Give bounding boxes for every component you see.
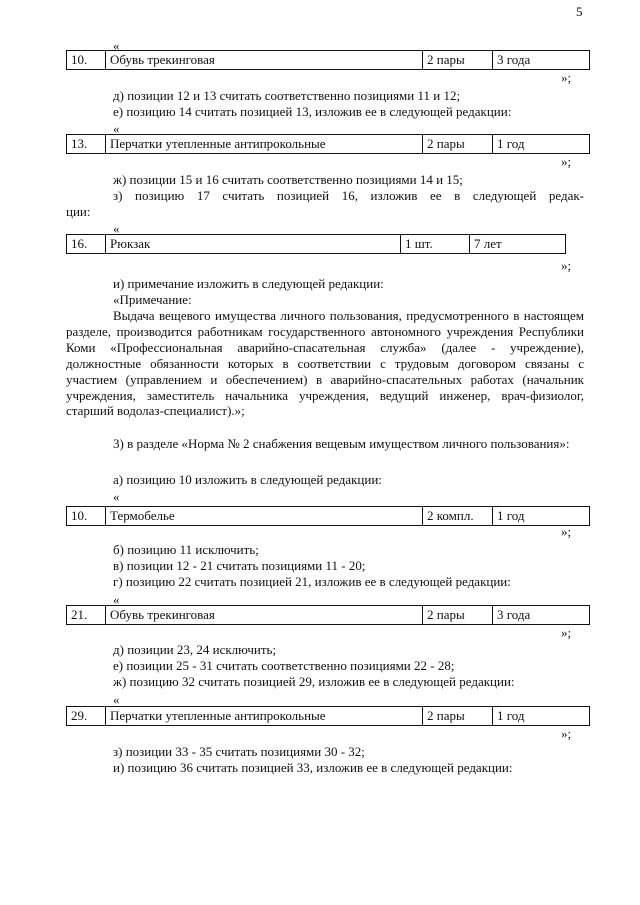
note-title: «Примечание: (113, 292, 192, 307)
item-quantity: 2 пары (423, 135, 493, 154)
quote-open: « (113, 592, 120, 607)
quote-close: »; (561, 258, 572, 273)
amendment-line: а) позицию 10 изложить в следующей редакции: (113, 472, 382, 487)
table-row (66, 506, 590, 526)
position-number: 10. (67, 51, 106, 70)
section-3-paragraph (66, 436, 584, 452)
amendment-line: г) позицию 22 считать позицией 21, изложив ее в следующей редакции: (113, 574, 511, 589)
item-name: Термобелье (106, 507, 423, 526)
note-text: Выдача вещевого имущества личного пользования, предусмотренного в настоящем разделе, производится работникам государственного автономного учреждения Республики Коми «Профессиональная аварийно-спасательная служба» (далее - учреждение), должностные обязанности которых в соответствии с трудовым договором связаны с участием (управлением и обеспечением) в аварийно-спасательных работах (начальник учреждения, заместитель начальника учреждения, ведущий инженер, врач-физиолог, старший водолаз-специалист).»; (66, 308, 584, 419)
item-term: 1 год (493, 507, 590, 526)
quote-close: »; (561, 625, 572, 640)
position-number: 21. (67, 606, 106, 625)
item-term: 3 года (493, 606, 590, 625)
table-row (66, 605, 590, 625)
item-name: Обувь трекинговая (106, 51, 423, 70)
amendment-line: и) примечание изложить в следующей редакции: (113, 276, 384, 291)
position-number: 29. (67, 707, 106, 726)
quote-open: « (113, 692, 120, 707)
item-term: 3 года (493, 51, 590, 70)
position-number: 13. (67, 135, 106, 154)
section-3-text: 3) в разделе «Норма № 2 снабжения вещевым имуществом личного пользования»: (113, 436, 570, 451)
amendment-line: и) позицию 36 считать позицией 33, изложив ее в следующей редакции: (113, 760, 513, 775)
quote-open: « (113, 38, 120, 53)
quote-close: »; (561, 726, 572, 741)
item-name: Обувь трекинговая (106, 606, 423, 625)
quote-close: »; (561, 524, 572, 539)
item-quantity: 2 пары (423, 707, 493, 726)
page-number: 5 (576, 4, 583, 19)
amendment-line: ж) позиции 15 и 16 считать соответственно позициями 14 и 15; (113, 172, 463, 187)
table-row (66, 50, 590, 70)
amendment-line: з) позиции 33 - 35 считать позициями 30 - 32; (113, 744, 365, 759)
item-quantity: 2 пары (423, 51, 493, 70)
position-number: 16. (67, 235, 106, 254)
item-term: 1 год (493, 707, 590, 726)
amendment-line: з) позицию 17 считать позицией 16, изложив ее в следующей редак- (113, 188, 584, 203)
position-number: 10. (67, 507, 106, 526)
item-name: Перчатки утепленные антипрокольные (106, 135, 423, 154)
amendment-line: ж) позицию 32 считать позицией 29, изложив ее в следующей редакции: (113, 674, 515, 689)
item-name: Перчатки утепленные антипрокольные (106, 707, 423, 726)
amendment-line: б) позицию 11 исключить; (113, 542, 259, 557)
amendment-line: е) позицию 14 считать позицией 13, изложив ее в следующей редакции: (113, 104, 512, 119)
item-quantity: 2 компл. (423, 507, 493, 526)
item-quantity: 1 шт. (401, 235, 470, 254)
quote-close: »; (561, 154, 572, 169)
note-paragraph (66, 308, 584, 419)
item-name: Рюкзак (106, 235, 401, 254)
item-term: 7 лет (470, 235, 566, 254)
amendment-line: ции: (66, 204, 91, 219)
quote-open: « (113, 489, 120, 504)
quote-open: « (113, 121, 120, 136)
amendment-line: е) позиции 25 - 31 считать соответственно позициями 22 - 28; (113, 658, 455, 673)
amendment-line: в) позиции 12 - 21 считать позициями 11 - 20; (113, 558, 366, 573)
quote-open: « (113, 221, 120, 236)
table-row (66, 134, 590, 154)
table-row (66, 234, 566, 254)
table-row (66, 706, 590, 726)
item-quantity: 2 пары (423, 606, 493, 625)
item-term: 1 год (493, 135, 590, 154)
quote-close: »; (561, 70, 572, 85)
amendment-line: д) позиции 12 и 13 считать соответственно позициями 11 и 12; (113, 88, 461, 103)
amendment-line: д) позиции 23, 24 исключить; (113, 642, 277, 657)
